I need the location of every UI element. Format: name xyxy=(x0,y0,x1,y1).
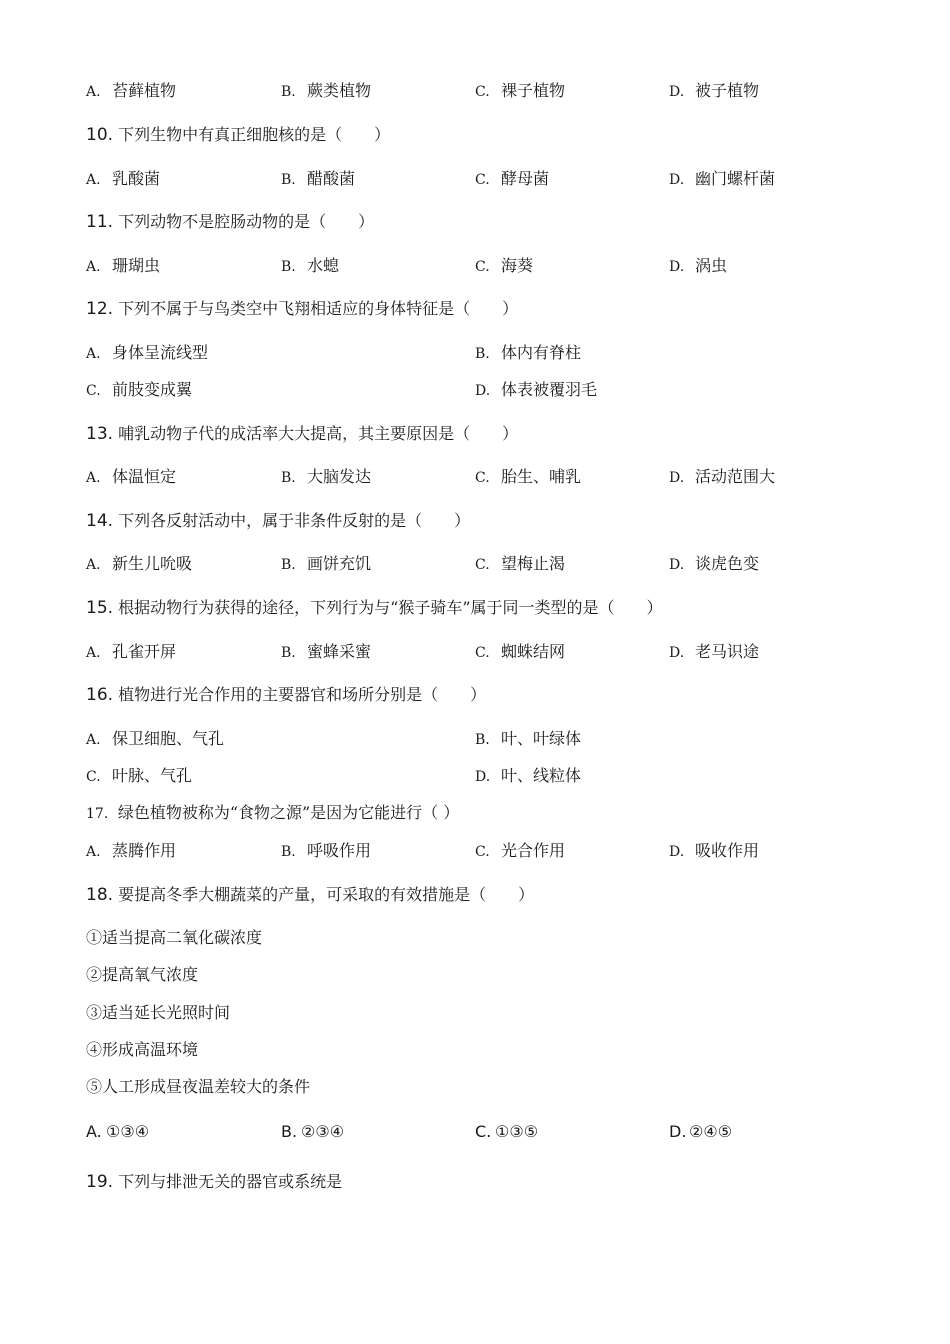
option-17a[interactable] xyxy=(86,841,176,862)
option-text: 活动范围大 xyxy=(695,467,776,486)
option-13a[interactable] xyxy=(86,467,176,488)
question-10-stem xyxy=(86,125,390,145)
option-letter: B. xyxy=(281,1122,298,1141)
option-letter: D. xyxy=(669,844,685,860)
option-14d[interactable] xyxy=(669,554,759,575)
option-10c[interactable] xyxy=(475,169,549,190)
question-number: 13. xyxy=(86,424,114,444)
option-letter: D. xyxy=(669,84,685,100)
option-letter: A. xyxy=(86,172,101,188)
question-17-stem xyxy=(86,803,459,824)
option-15d[interactable] xyxy=(669,642,759,663)
option-text: 孔雀开屏 xyxy=(112,642,177,661)
option-letter: D. xyxy=(669,1122,687,1141)
option-17b[interactable] xyxy=(281,841,371,862)
option-text: 前肢变成翼 xyxy=(112,380,193,399)
option-letter: A. xyxy=(86,346,101,362)
option-text: 老马识途 xyxy=(695,642,760,661)
option-text: 酵母菌 xyxy=(501,169,550,188)
option-letter: D. xyxy=(669,645,685,661)
option-text: 谈虎色变 xyxy=(695,554,760,573)
option-letter: D. xyxy=(669,172,685,188)
option-letter: B. xyxy=(281,172,296,188)
option-text: 身体呈流线型 xyxy=(112,343,209,362)
option-text: 新生儿吮吸 xyxy=(112,554,193,573)
question-text: 植物进行光合作用的主要器官和场所分别是（ ） xyxy=(118,685,487,704)
option-18a[interactable] xyxy=(86,1122,149,1142)
option-17c[interactable] xyxy=(475,841,565,862)
option-text: 叶、线粒体 xyxy=(501,766,582,785)
option-letter: A. xyxy=(86,84,101,100)
option-12d[interactable] xyxy=(475,380,597,401)
option-letter: C. xyxy=(475,470,490,486)
question-16-stem xyxy=(86,685,486,705)
option-letter: D. xyxy=(475,769,491,785)
option-text: 醋酸菌 xyxy=(307,169,356,188)
question-number: 18. xyxy=(86,885,114,905)
option-10d[interactable] xyxy=(669,169,775,190)
option-16b[interactable] xyxy=(475,729,581,750)
option-text: 画饼充饥 xyxy=(307,554,372,573)
option-text: 叶脉、气孔 xyxy=(112,766,193,785)
question-text: 下列生物中有真正细胞核的是（ ） xyxy=(118,125,391,144)
option-text: 涡虫 xyxy=(695,256,728,275)
option-letter: D. xyxy=(669,557,685,573)
question-text: 要提高冬季大棚蔬菜的产量，可采取的有效措施是（ ） xyxy=(118,885,535,904)
option-12b[interactable] xyxy=(475,343,581,364)
question-text: 根据动物行为获得的途径，下列行为与“猴子骑车”属于同一类型的是（ ） xyxy=(118,598,663,617)
option-10a[interactable] xyxy=(86,169,160,190)
question-13-stem xyxy=(86,424,518,444)
question-number: 14. xyxy=(86,511,114,531)
option-letter: C. xyxy=(475,557,490,573)
option-letter: C. xyxy=(475,844,490,860)
option-13c[interactable] xyxy=(475,467,581,488)
option-letter: D. xyxy=(475,383,491,399)
option-text: 蕨类植物 xyxy=(307,81,372,100)
option-text: ①③⑤ xyxy=(495,1122,539,1141)
question-12-stem xyxy=(86,299,518,319)
question-number: 11. xyxy=(86,212,114,232)
option-14c[interactable] xyxy=(475,554,565,575)
question-number: 10. xyxy=(86,125,114,145)
option-letter: A. xyxy=(86,732,101,748)
option-15c[interactable] xyxy=(475,642,565,663)
option-10b[interactable] xyxy=(281,169,355,190)
option-letter: C. xyxy=(86,383,101,399)
option-9b[interactable] xyxy=(281,81,371,102)
statement-4: ④形成高温环境 xyxy=(86,1040,199,1059)
option-text: 吸收作用 xyxy=(695,841,760,860)
question-text: 下列与排泄无关的器官或系统是 xyxy=(118,1172,343,1191)
option-13b[interactable] xyxy=(281,467,371,488)
option-12c[interactable] xyxy=(86,380,192,401)
option-16c[interactable] xyxy=(86,766,192,787)
option-11d[interactable] xyxy=(669,256,727,277)
question-number: 12. xyxy=(86,299,114,319)
option-11b[interactable] xyxy=(281,256,339,277)
option-text: 望梅止渴 xyxy=(501,554,566,573)
statement-5: ⑤人工形成昼夜温差较大的条件 xyxy=(86,1077,311,1096)
question-text: 下列不属于与鸟类空中飞翔相适应的身体特征是（ ） xyxy=(118,299,519,318)
option-letter: C. xyxy=(475,172,490,188)
option-12a[interactable] xyxy=(86,343,208,364)
option-11a[interactable] xyxy=(86,256,160,277)
option-text: 珊瑚虫 xyxy=(112,256,161,275)
option-text: 叶、叶绿体 xyxy=(501,729,582,748)
option-text: 体内有脊柱 xyxy=(501,343,582,362)
question-15-stem xyxy=(86,598,663,618)
option-letter: B. xyxy=(281,84,296,100)
option-letter: B. xyxy=(281,470,296,486)
option-14b[interactable] xyxy=(281,554,371,575)
question-14-stem xyxy=(86,511,470,531)
question-number: 17. xyxy=(86,806,109,822)
question-text: 下列动物不是腔肠动物的是（ ） xyxy=(118,212,375,231)
option-9c[interactable] xyxy=(475,81,565,102)
option-letter: B. xyxy=(281,557,296,573)
question-text: 绿色植物被称为“食物之源”是因为它能进行（ ） xyxy=(117,803,460,822)
option-letter: B. xyxy=(281,645,296,661)
option-letter: B. xyxy=(281,844,296,860)
option-text: 幽门螺杆菌 xyxy=(695,169,776,188)
option-text: ①③④ xyxy=(106,1122,150,1141)
question-19-stem xyxy=(86,1172,342,1192)
option-text: 苔藓植物 xyxy=(112,81,177,100)
option-16d[interactable] xyxy=(475,766,581,787)
option-letter: D. xyxy=(669,259,685,275)
option-text: 体表被覆羽毛 xyxy=(501,380,598,399)
option-letter: C. xyxy=(475,1122,492,1141)
option-letter: A. xyxy=(86,844,101,860)
option-text: ②④⑤ xyxy=(689,1122,733,1141)
option-letter: C. xyxy=(86,769,101,785)
option-16a[interactable] xyxy=(86,729,224,750)
question-number: 15. xyxy=(86,598,114,618)
option-text: 保卫细胞、气孔 xyxy=(112,729,225,748)
option-text: 光合作用 xyxy=(501,841,566,860)
option-letter: B. xyxy=(475,732,490,748)
option-letter: B. xyxy=(281,259,296,275)
option-letter: A. xyxy=(86,557,101,573)
question-text: 哺乳动物子代的成活率大大提高，其主要原因是（ ） xyxy=(118,424,519,443)
option-letter: B. xyxy=(475,346,490,362)
option-18d[interactable] xyxy=(669,1122,732,1142)
option-letter: C. xyxy=(475,84,490,100)
question-text: 下列各反射活动中，属于非条件反射的是（ ） xyxy=(118,511,471,530)
option-text: 乳酸菌 xyxy=(112,169,161,188)
option-18c[interactable] xyxy=(475,1122,538,1142)
option-text: 体温恒定 xyxy=(112,467,177,486)
statement-3: ③适当延长光照时间 xyxy=(86,1003,231,1022)
option-text: 水螅 xyxy=(307,256,340,275)
option-letter: A. xyxy=(86,1122,102,1141)
option-9d[interactable] xyxy=(669,81,759,102)
option-text: 胎生、哺乳 xyxy=(501,467,582,486)
option-15b[interactable] xyxy=(281,642,371,663)
option-letter: A. xyxy=(86,470,101,486)
option-9a[interactable] xyxy=(86,81,176,102)
question-number: 19. xyxy=(86,1172,114,1192)
question-18-stem xyxy=(86,885,534,905)
option-11c[interactable] xyxy=(475,256,533,277)
option-15a[interactable] xyxy=(86,642,176,663)
option-17d[interactable] xyxy=(669,841,759,862)
option-text: 呼吸作用 xyxy=(307,841,372,860)
option-text: 蜜蜂采蜜 xyxy=(307,642,372,661)
option-text: 裸子植物 xyxy=(501,81,566,100)
statement-2: ②提高氧气浓度 xyxy=(86,965,199,984)
question-11-stem xyxy=(86,212,374,232)
option-letter: C. xyxy=(475,259,490,275)
option-letter: D. xyxy=(669,470,685,486)
option-13d[interactable] xyxy=(669,467,775,488)
option-letter: A. xyxy=(86,259,101,275)
option-text: 被子植物 xyxy=(695,81,760,100)
question-number: 16. xyxy=(86,685,114,705)
statement-1: ①适当提高二氧化碳浓度 xyxy=(86,928,263,947)
option-text: 蒸腾作用 xyxy=(112,841,177,860)
option-14a[interactable] xyxy=(86,554,192,575)
option-text: 海葵 xyxy=(501,256,534,275)
option-18b[interactable] xyxy=(281,1122,344,1142)
option-letter: A. xyxy=(86,645,101,661)
option-text: ②③④ xyxy=(301,1122,345,1141)
option-text: 大脑发达 xyxy=(307,467,372,486)
option-text: 蜘蛛结网 xyxy=(501,642,566,661)
option-letter: C. xyxy=(475,645,490,661)
